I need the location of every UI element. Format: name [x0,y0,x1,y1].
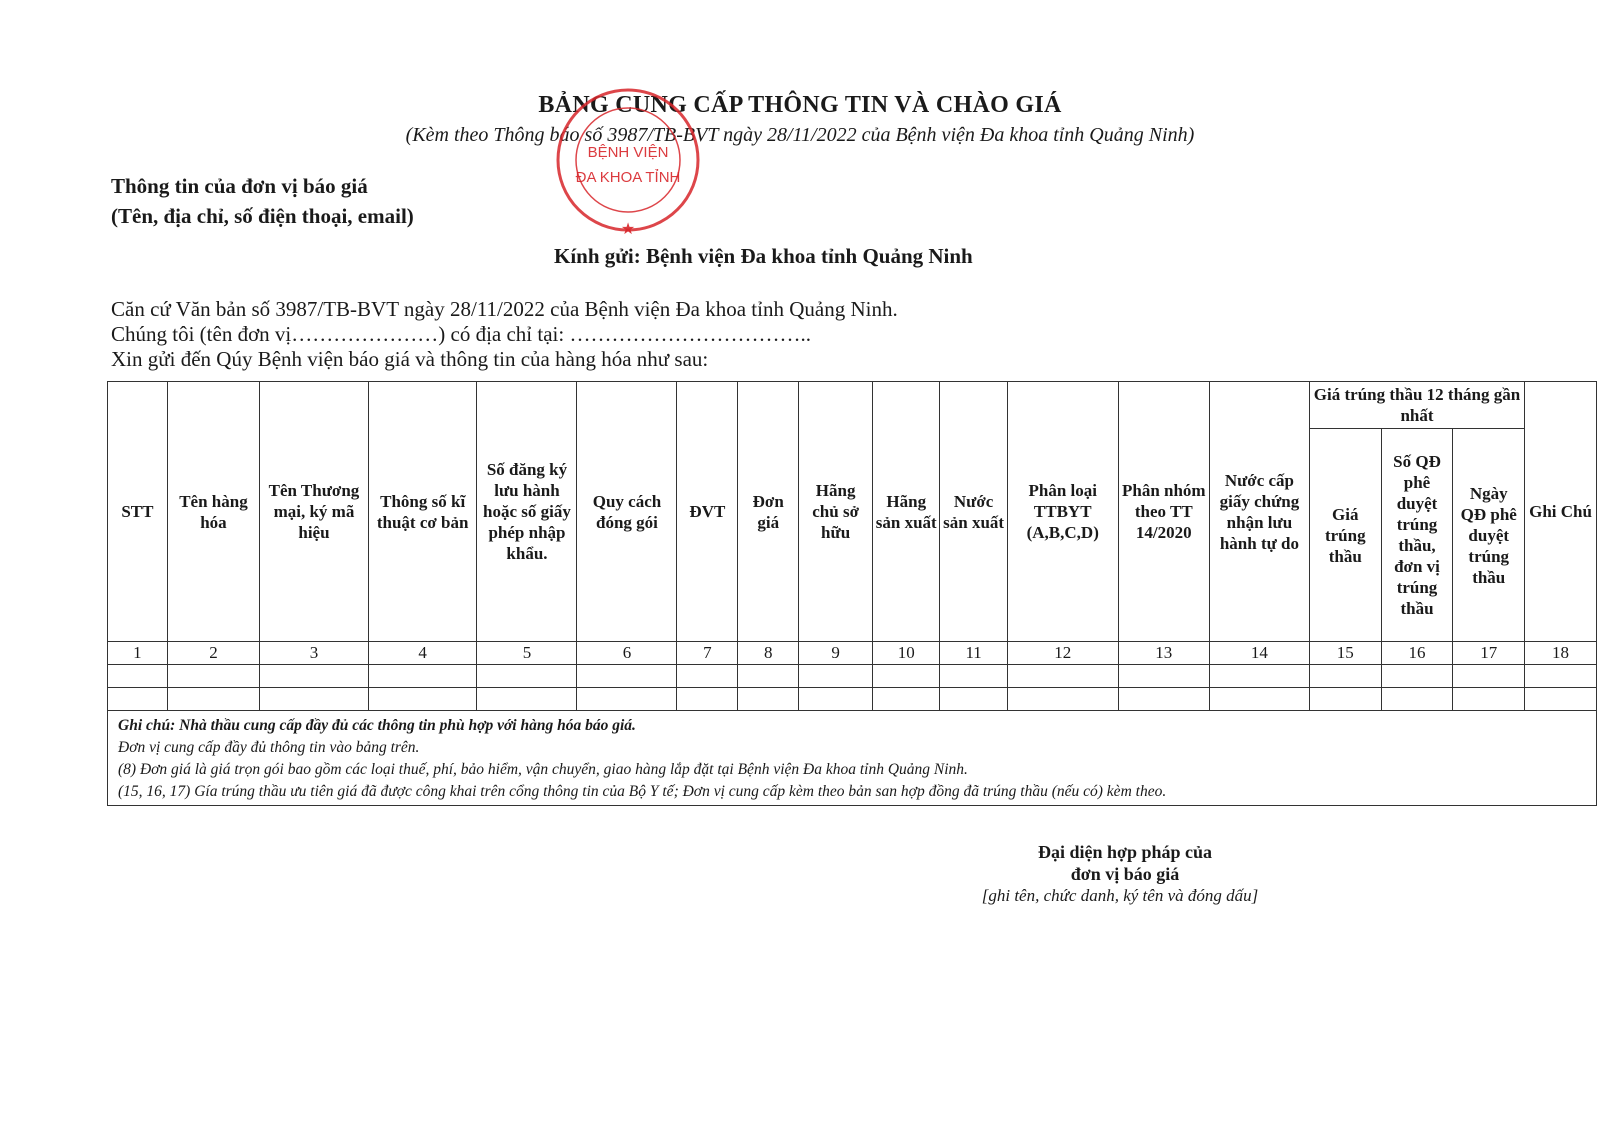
header-origin: Nước sản xuất [940,382,1007,642]
svg-text:★: ★ [620,221,636,236]
col-number: 6 [577,642,677,665]
recipient-line: Kính gửi: Bệnh viện Đa khoa tỉnh Quảng Ninh [554,244,973,268]
notes-line: (8) Đơn giá là giá trọn gói bao gồm các loại thuế, phí, bảo hiểm, vận chuyển, giao hàng lắp đặt tại Bệnh viện Đa khoa tỉnh Quảng Ninh. [118,761,968,778]
notes-line: (15, 16, 17) Gía trúng thầu ưu tiên giá đã được công khai trên cổng thông tin của Bộ Y tế; Đơn vị cung cấp kèm theo bản san hợp đồng đã trúng thầu (nếu có) kèm theo. [118,783,1167,800]
header-packing: Quy cách đóng gói [577,382,677,642]
col-number: 3 [260,642,369,665]
header-classification: Phân loại TTBYT (A,B,C,D) [1007,382,1118,642]
header-owner: Hãng chủ sở hữu [799,382,873,642]
signature-instruction: [ghi tên, chức danh, ký tên và đóng dấu] [981,886,1259,905]
header-specs: Thông số kĩ thuật cơ bản [368,382,477,642]
signature-title: Đại diện hợp pháp của [1037,842,1213,862]
sender-info-label: Thông tin của đơn vị báo giá [111,174,368,198]
col-number: 18 [1525,642,1597,665]
header-registration: Số đăng ký lưu hành hoặc số giấy phép nhập khẩu. [477,382,577,642]
header-manufacturer: Hãng sản xuất [873,382,940,642]
col-number: 10 [873,642,940,665]
body-line-basis: Căn cứ Văn bản số 3987/TB-BVT ngày 28/11/2022 của Bệnh viện Đa khoa tỉnh Quảng Ninh. [111,297,898,321]
header-product-name: Tên hàng hóa [167,382,259,642]
stamp-line-2: ĐA KHOA TỈNH [575,169,681,186]
col-number: 15 [1309,642,1381,665]
header-trade-name: Tên Thương mại, ký mã hiệu [260,382,369,642]
header-group: Phân nhóm theo TT 14/2020 [1118,382,1209,642]
quotation-table [107,381,1597,806]
header-decision-number: Số QĐ phê duyệt trúng thầu, đơn vị trúng thầu [1381,429,1453,642]
col-number: 16 [1381,642,1453,665]
notes-lead: Ghi chú: Nhà thầu cung cấp đầy đủ các thông tin phù hợp với hàng hóa báo giá. [118,717,636,734]
header-stt: STT [108,382,168,642]
document-subtitle: (Kèm theo Thông báo số 3987/TB-BVT ngày 28/11/2022 của Bệnh viện Đa khoa tỉnh Quảng Ninh) [405,124,1195,146]
col-number: 7 [677,642,738,665]
document-title: BẢNG CUNG CẤP THÔNG TIN VÀ CHÀO GIÁ [538,92,1062,118]
body-line-company: Chúng tôi (tên đơn vị…………………) có địa chỉ tại: …………………………….. [111,322,811,346]
body-line-request: Xin gửi đến Qúy Bệnh viện báo giá và thông tin của hàng hóa như sau: [111,347,709,371]
stamp-line-1: BỆNH VIỆN [587,144,669,161]
col-number: 4 [368,642,477,665]
sender-info-hint: (Tên, địa chỉ, số điện thoại, email) [111,204,414,228]
col-number: 2 [167,642,259,665]
col-number: 13 [1118,642,1209,665]
col-number: 14 [1209,642,1309,665]
header-winning-price: Giá trúng thầu [1309,429,1381,642]
col-number: 8 [738,642,799,665]
empty-row [108,688,1597,711]
header-decision-date: Ngày QĐ phê duyệt trúng thầu [1453,429,1525,642]
col-number: 12 [1007,642,1118,665]
column-number-row [108,642,1597,665]
hospital-stamp [542,84,714,236]
header-notes: Ghi Chú [1525,382,1597,642]
header-free-sale: Nước cấp giấy chứng nhận lưu hành tự do [1209,382,1309,642]
col-number: 9 [799,642,873,665]
notes-box [108,711,1597,806]
header-unit-price: Đơn giá [738,382,799,642]
notes-line: Đơn vị cung cấp đầy đủ thông tin vào bảng trên. [118,739,420,756]
col-number: 17 [1453,642,1525,665]
header-unit: ĐVT [677,382,738,642]
empty-row [108,665,1597,688]
header-winning-price-group: Giá trúng thầu 12 tháng gần nhất [1309,382,1524,429]
col-number: 11 [940,642,1007,665]
col-number: 5 [477,642,577,665]
signature-subtitle: đơn vị báo giá [1070,864,1180,884]
col-number: 1 [108,642,168,665]
